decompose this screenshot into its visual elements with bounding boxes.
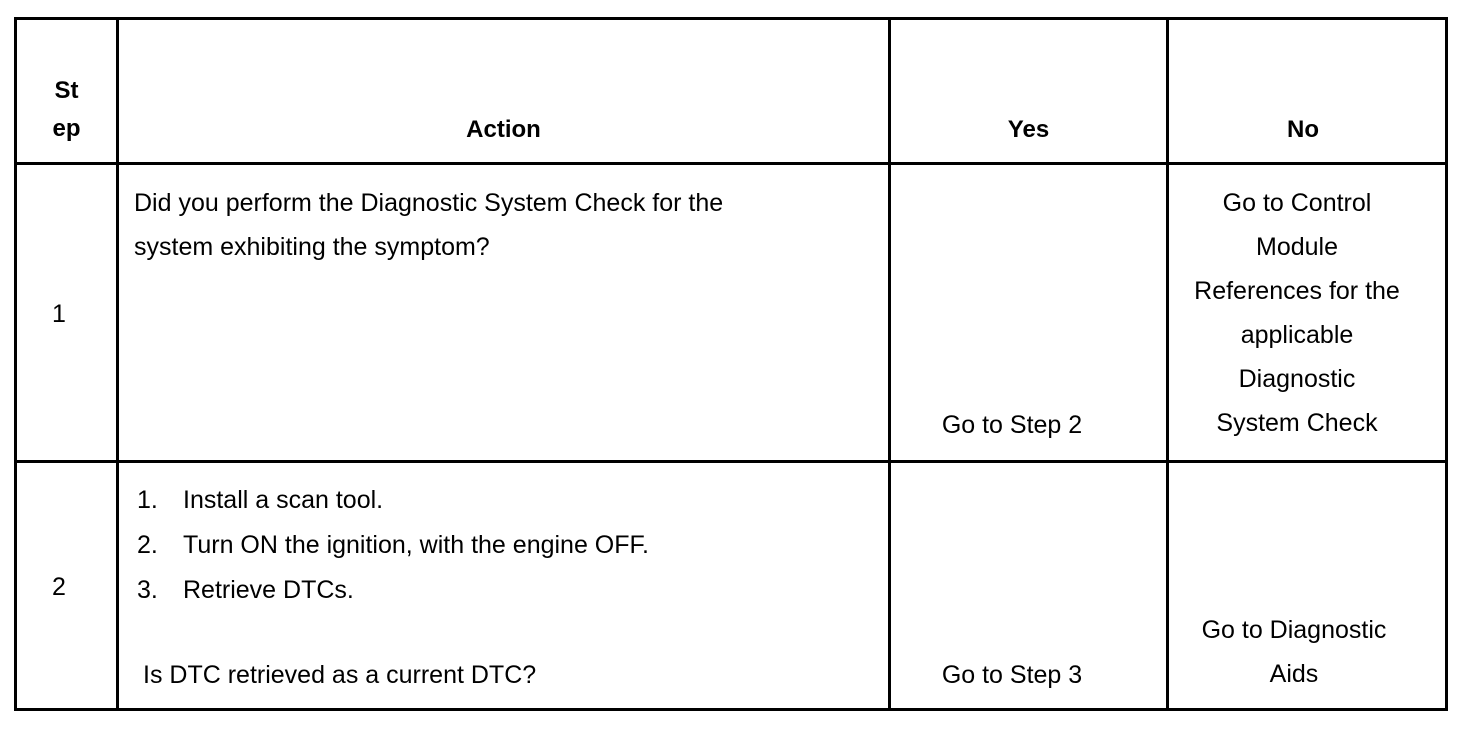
no-line: Go to Control xyxy=(1222,189,1372,217)
no-line: References for the xyxy=(1194,277,1400,305)
row-divider xyxy=(14,162,1448,165)
header-step-line: ep xyxy=(52,115,81,142)
no-line: Diagnostic xyxy=(1238,365,1356,393)
row-2-action-steps xyxy=(137,478,649,612)
row-2-no xyxy=(1169,608,1419,696)
header-yes: Yes xyxy=(1007,116,1050,143)
row-2-action-question: Is DTC retrieved as a current DTC? xyxy=(143,661,537,689)
step-number: 2. xyxy=(137,531,158,559)
action-line: system exhibiting the symptom? xyxy=(134,233,490,261)
header-no: No xyxy=(1287,116,1319,143)
no-line: Aids xyxy=(1269,660,1319,688)
no-line: System Check xyxy=(1216,409,1378,437)
action-line: Did you perform the Diagnostic System Check for the xyxy=(134,189,724,217)
row-1-step: 1 xyxy=(52,300,66,328)
row-2-step: 2 xyxy=(52,573,66,601)
row-1-yes: Go to Step 2 xyxy=(941,411,1083,439)
action-step xyxy=(137,523,649,567)
action-step xyxy=(137,478,649,522)
no-line: Go to Diagnostic xyxy=(1201,616,1387,644)
row-2-yes: Go to Step 3 xyxy=(941,661,1083,689)
step-text: Install a scan tool. xyxy=(183,486,384,514)
action-step xyxy=(137,568,649,612)
no-line: Module xyxy=(1256,233,1338,261)
row-divider xyxy=(14,460,1448,463)
header-action: Action xyxy=(466,116,541,143)
step-number: 1. xyxy=(137,486,158,514)
row-1-action xyxy=(134,181,723,269)
no-line: applicable xyxy=(1240,321,1354,349)
step-number: 3. xyxy=(137,576,158,604)
step-text: Turn ON the ignition, with the engine OFF. xyxy=(183,531,649,559)
step-text: Retrieve DTCs. xyxy=(183,576,354,604)
header-step xyxy=(17,69,116,151)
header-step-line: St xyxy=(54,77,79,104)
row-1-no xyxy=(1169,181,1425,445)
